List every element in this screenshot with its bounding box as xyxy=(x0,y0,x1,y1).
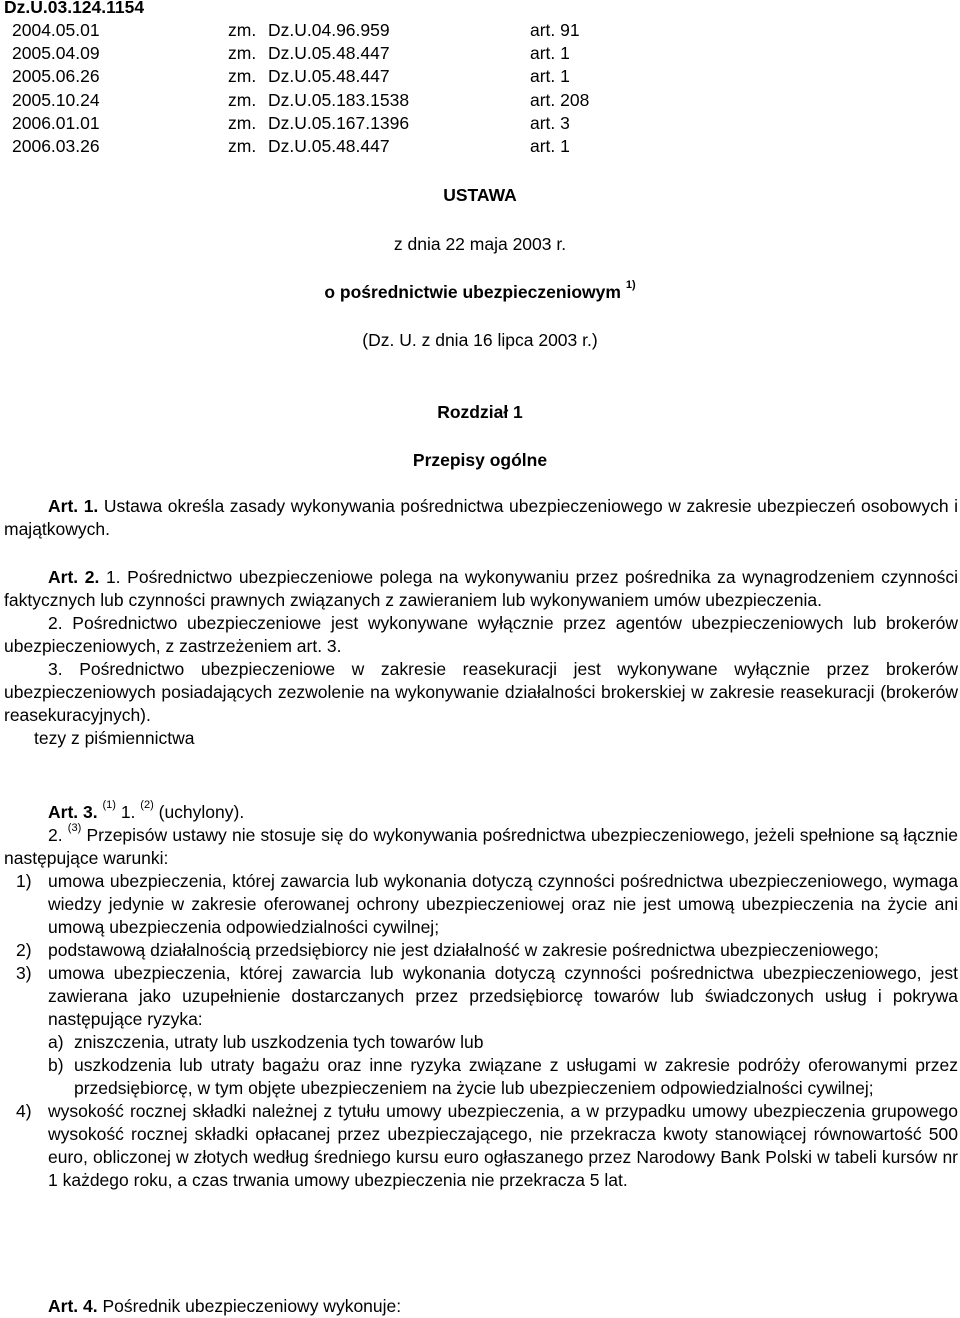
amendment-date: 2005.04.09 xyxy=(12,43,100,64)
amendment-zm: zm. xyxy=(228,112,257,133)
amendment-date: 2005.10.24 xyxy=(12,89,100,110)
article-label: Art. 2. xyxy=(48,567,100,587)
article-label: Art. 4. xyxy=(48,1296,98,1316)
paragraph-number: 3. xyxy=(48,659,63,679)
article-4 xyxy=(4,1295,958,1318)
commentary-link[interactable]: tezy z piśmiennictwa xyxy=(34,728,195,748)
amendment-zm: zm. xyxy=(228,20,257,40)
paragraph-text: Pośrednictwo ubezpieczeniowe w zakresie reasekuracji jest wykonywane wyłącznie przez brokerów ubezpieczeniowych posiadających zezwolenie na wykonywanie działalności brokerskiej w zakresie reasekuracji (brokerów reasekuracyjnych). xyxy=(4,659,958,725)
list-item xyxy=(4,870,958,939)
article-3 xyxy=(4,801,958,1192)
amendment-zm: zm. xyxy=(228,43,257,64)
amendment-row xyxy=(12,42,589,65)
amendment-art: art. 3 xyxy=(530,112,570,133)
sub-list-item-text: uszkodzenia lub utraty bagażu oraz inne ryzyka związane z usługami w zakresie podróży oferowanymi przez przedsiębiorcę, w tym objęte ubezpieczeniem na życie lub ubezpieczeniem odpowiedzialności cywilnej; xyxy=(74,1055,958,1098)
amendment-zm: zm. xyxy=(228,66,257,87)
amendment-date: 2004.05.01 xyxy=(12,20,100,40)
paragraph-text: (uchylony). xyxy=(158,802,245,822)
list-item-text: umowa ubezpieczenia, której zawarcia lub wykonania dotyczą czynności pośrednictwa ubezpieczeniowego, jest zawierana jako uzupełnienie dostarczanych przez przedsiębiorcę towarów lub świadczonych usług i pokrywa następujące ryzyka: xyxy=(48,963,958,1029)
publication-ref: (Dz. U. z dnia 16 lipca 2003 r.) xyxy=(362,330,598,350)
article-1 xyxy=(4,495,958,541)
article-2 xyxy=(4,566,958,750)
act-subject xyxy=(0,281,960,304)
paragraph-number: 1. xyxy=(105,567,121,587)
amendment-art: art. 91 xyxy=(530,20,580,40)
article-text: Ustawa określa zasady wykonywania pośrednictwa ubezpieczeniowego w zakresie ubezpieczeń osobowych i majątkowych. xyxy=(4,496,958,539)
list-item xyxy=(4,962,958,1031)
paragraph-text: Pośrednictwo ubezpieczeniowe jest wykonywane wyłącznie przez agentów ubezpieczeniowych lub brokerów ubezpieczeniowych, z zastrzeżeniem art. 3. xyxy=(4,613,958,656)
footnote-ref: 1) xyxy=(625,279,636,292)
sub-list-item-letter: a) xyxy=(48,1032,64,1052)
article-label: Art. 3. xyxy=(48,802,98,822)
amendment-date: 2006.01.01 xyxy=(12,112,100,133)
footnote-ref: (1) xyxy=(102,799,116,812)
sub-list-item xyxy=(4,1054,958,1100)
act-subject-text: o pośrednictwie ubezpieczeniowym xyxy=(324,282,621,302)
amendment-ref: Dz.U.05.48.447 xyxy=(268,43,390,64)
act-title: USTAWA xyxy=(443,185,517,205)
list-item xyxy=(4,939,958,962)
list-item xyxy=(4,1100,958,1192)
amendment-row xyxy=(12,135,589,158)
article-2-par-3 xyxy=(4,658,958,727)
footnote-ref: (3) xyxy=(67,822,82,835)
chapter-title: Przepisy ogólne xyxy=(412,450,548,470)
article-text: Pośrednik ubezpieczeniowy wykonuje: xyxy=(102,1296,402,1316)
paragraph-number: 1. xyxy=(120,802,136,822)
article-2-par-1 xyxy=(4,566,958,612)
amendment-row xyxy=(12,65,589,88)
sub-list-item-text: zniszczenia, utraty lub uszkodzenia tych towarów lub xyxy=(74,1032,484,1052)
amendment-row xyxy=(12,19,589,42)
list-item-number: 4) xyxy=(16,1101,32,1121)
amendment-date: 2005.06.26 xyxy=(12,66,100,87)
article-3-par-2 xyxy=(4,824,958,870)
amendment-ref: Dz.U.05.183.1538 xyxy=(268,89,410,110)
paragraph-text: Pośrednictwo ubezpieczeniowe polega na wykonywaniu przez pośrednika za wynagrodzeniem czynności faktycznych lub czynności prawnych związanych z zawieraniem lub wykonywaniem umów ubezpieczenia. xyxy=(4,567,958,610)
amendment-row xyxy=(12,89,589,112)
list-item-text: wysokość rocznej składki należnej z tytułu umowy ubezpieczenia, a w przypadku umowy ubezpieczenia grupowego wysokość rocznej składki opłacanej przez ubezpieczającego, nie przekracza kwoty stanowiącej równowartość 500 euro, obliczonej w złotych według średniego kursu euro ogłaszanego przez Narodowy Bank Polski w tabeli kursów nr 1 każdego roku, a czas trwania umowy ubezpieczenia nie przekracza 5 lat. xyxy=(48,1101,958,1190)
article-3-par-1 xyxy=(4,801,958,824)
amendment-art: art. 208 xyxy=(530,89,590,110)
list-item-number: 2) xyxy=(16,940,32,960)
sub-list-item-letter: b) xyxy=(48,1055,64,1075)
amendment-art: art. 1 xyxy=(530,135,570,156)
document-id: Dz.U.03.124.1154 xyxy=(4,0,145,17)
amendment-ref: Dz.U.05.48.447 xyxy=(268,135,390,156)
chapter-number: Rozdział 1 xyxy=(437,402,523,422)
amendment-ref: Dz.U.05.167.1396 xyxy=(268,112,410,133)
paragraph-number: 2. xyxy=(48,613,63,633)
amendment-art: art. 1 xyxy=(530,66,570,87)
amendment-row xyxy=(12,112,589,135)
amendment-ref: Dz.U.05.48.447 xyxy=(268,66,390,87)
article-label: Art. 1. xyxy=(48,496,99,516)
amendment-date: 2006.03.26 xyxy=(12,135,100,156)
article-2-par-2 xyxy=(4,612,958,658)
footnote-ref: (2) xyxy=(140,799,154,812)
amendment-zm: zm. xyxy=(228,89,257,110)
list-item-text: umowa ubezpieczenia, której zawarcia lub wykonania dotyczą czynności pośrednictwa ubezpieczeniowego, wymaga wiedzy jedynie w zakresie oferowanej ochrony ubezpieczeniowej oraz nie jest umową ubezpieczenia na życie ani umową ubezpieczenia odpowiedzialności cywilnej; xyxy=(48,871,958,937)
amendment-zm: zm. xyxy=(228,135,257,156)
amendment-art: art. 1 xyxy=(530,43,570,64)
amendments-table xyxy=(12,19,589,158)
list-item-text: podstawową działalnością przedsiębiorcy nie jest działalność w zakresie pośrednictwa ubezpieczeniowego; xyxy=(48,940,879,960)
paragraph-text: Przepisów ustawy nie stosuje się do wykonywania pośrednictwa ubezpieczeniowego, jeżeli spełnione są łącznie następujące warunki: xyxy=(4,825,958,868)
list-item-number: 1) xyxy=(16,871,32,891)
sub-list-item xyxy=(4,1031,958,1054)
paragraph-number: 2. xyxy=(48,825,63,845)
list-item-number: 3) xyxy=(16,963,32,983)
act-date: z dnia 22 maja 2003 r. xyxy=(393,234,567,254)
amendment-ref: Dz.U.04.96.959 xyxy=(268,20,390,40)
